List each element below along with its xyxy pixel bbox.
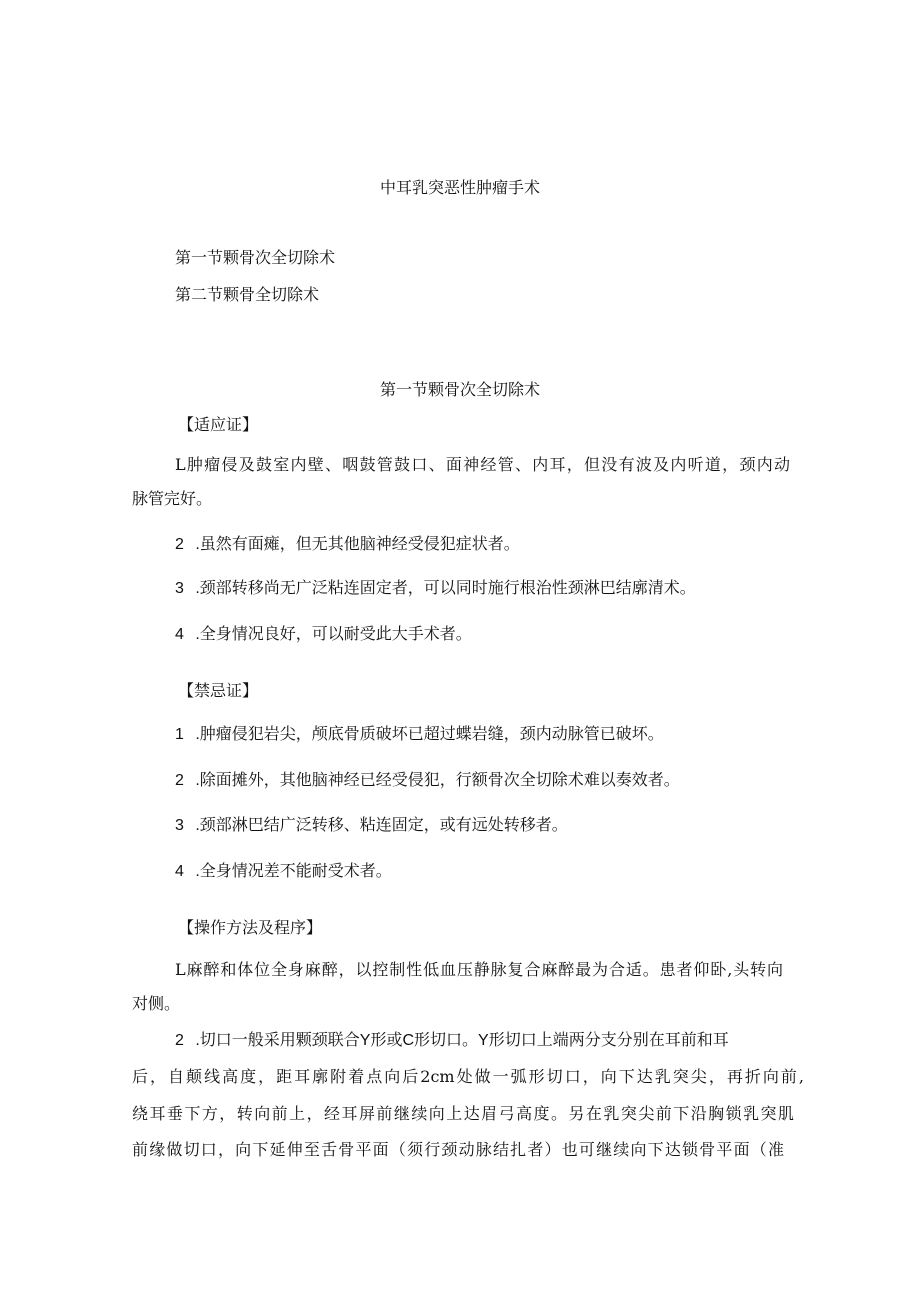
contraindication-1-text: 1 .肿瘤侵犯岩尖，颅底骨质破坏已超过蝶岩缝，颈内动脉管已破坏。	[175, 726, 664, 743]
indication-4-text: 4 .全身情况良好，可以耐受此大手术者。	[175, 626, 472, 643]
procedure-2-line-1	[175, 1030, 780, 1051]
procedure-2-line-1-text: 2 .切口一般采用颗颈联合Y形或C形切口。Y形切口上端两分支分别在耳前和耳	[175, 1032, 729, 1049]
indication-3-text: 3 .颈部转移尚无广泛粘连固定者，可以同时施行根治性颈淋巴结廓清术。	[175, 580, 696, 597]
procedure-1-line-1: L麻醉和体位全身麻醉，以控制性低血压静脉复合麻醉最为合适。患者仰卧,头转向	[175, 960, 783, 979]
indication-1-line-1: L肿瘤侵及鼓室内壁、咽鼓管鼓口、面神经管、内耳，但没有波及内听道，颈内动	[175, 455, 790, 474]
procedure-2-line-2: 后，自颠线高度，距耳廓附着点向后2cm处做一弧形切口，向下达乳突尖，再折向前,	[132, 1067, 804, 1086]
indication-3	[175, 578, 696, 599]
procedure-2-line-3: 绕耳垂下方，转向前上，经耳屏前继续向上达眉弓高度。另在乳突尖前下沿胸锁乳突肌	[132, 1104, 794, 1123]
contraindication-2-text: 2 .除面摊外，其他脑神经已经受侵犯，行额骨次全切除术难以奏效者。	[175, 772, 680, 789]
indication-1-line-2: 脉管完好。	[132, 489, 213, 508]
indication-2	[175, 534, 520, 555]
contraindications-heading: 【禁忌证】	[178, 681, 259, 700]
section-title: 第一节颗骨次全切除术	[379, 380, 540, 399]
toc-item-1: 第一节颗骨次全切除术	[175, 248, 336, 267]
contraindication-1	[175, 724, 664, 745]
contraindication-3	[175, 815, 568, 836]
procedure-1-line-2: 对侧。	[132, 994, 181, 1013]
contraindication-4-text: 4 .全身情况差不能耐受术者。	[175, 863, 392, 880]
contraindication-4	[175, 861, 392, 882]
toc-item-2: 第二节颗骨全切除术	[175, 285, 320, 304]
document-title: 中耳乳突恶性肿瘤手术	[379, 178, 540, 197]
procedure-2-line-4: 前缘做切口，向下延伸至舌骨平面（须行颈动脉结扎者）也可继续向下达锁骨平面（准	[132, 1140, 784, 1159]
indications-heading: 【适应证】	[178, 415, 259, 434]
indication-4	[175, 624, 472, 645]
contraindication-3-text: 3 .颈部淋巴结广泛转移、粘连固定，或有远处转移者。	[175, 817, 568, 834]
indication-2-text: 2 .虽然有面瘫，但无其他脑神经受侵犯症状者。	[175, 536, 520, 553]
procedure-heading: 【操作方法及程序】	[178, 918, 323, 937]
contraindication-2	[175, 770, 680, 791]
